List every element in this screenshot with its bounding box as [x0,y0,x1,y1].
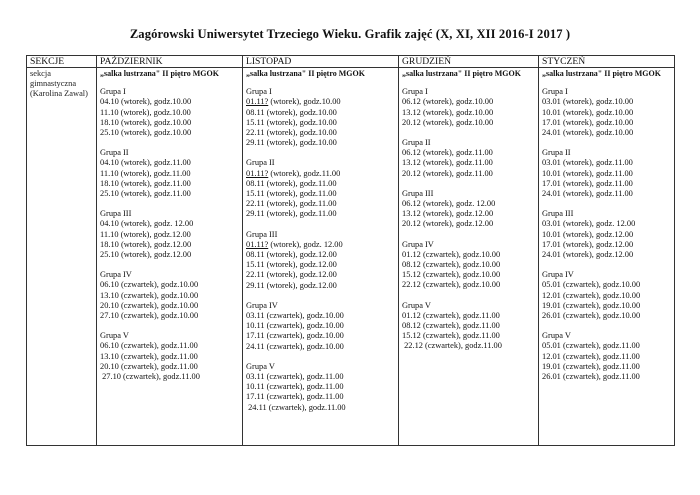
header-pazdziernik: PAŹDZIERNIK [97,56,243,68]
session-line: 11.10 (wtorek), godz.12.00 [100,229,191,239]
group-block [402,87,536,128]
session-line: 11.10 (wtorek), godz.11.00 [100,168,191,178]
location-label: „salka lustrzana" II piętro MGOK [100,69,219,78]
group-block [402,189,536,230]
section-name-line: gimnastyczna [30,79,77,89]
session-line: 08.11 (wtorek), godz.10.00 [246,107,337,117]
session-line: 24.01 (wtorek), godz.10.00 [542,128,634,138]
session-line: 03.11 (czwartek), godz.10.00 [246,311,344,321]
session-line: 12.01 (czwartek), godz.10.00 [542,290,641,300]
session-line: 04.10 (wtorek), godz. 12.00 [100,219,194,229]
session-line: 03.01 (wtorek), godz.10.00 [542,97,634,107]
session-line: 08.11 (wtorek), godz.11.00 [246,178,337,188]
session-line: 08.12 (czwartek), godz.10.00 [402,260,501,270]
header-row [27,56,675,68]
session-line: 15.12 (czwartek), godz.10.00 [402,270,501,280]
session-line: 24.01 (wtorek), godz.12.00 [542,250,634,260]
session-line: 17.11 (czwartek), godz.11.00 [246,392,344,402]
session-line: 04.10 (wtorek), godz.11.00 [100,158,191,168]
section-instructor: (Karolina Zawal) [30,89,88,99]
group-block [246,362,396,413]
schedule-table [26,55,675,446]
session-line: 01.12 (czwartek), godz.10.00 [402,249,501,259]
session-line: 06.12 (wtorek), godz. 12.00 [402,199,496,209]
group-name: Grupa IV [100,270,132,280]
session-line: 24.11 (czwartek), godz.10.00 [246,341,344,351]
session-line: 24.11 (czwartek), godz.11.00 [246,402,346,412]
session-line: 20.12 (wtorek), godz.11.00 [402,168,493,178]
group-name: Grupa V [100,331,129,341]
group-block [542,270,672,321]
group-block [402,301,536,352]
session-line: 18.10 (wtorek), godz.11.00 [100,178,191,188]
section-name-line: sekcja [30,69,51,78]
uncertain-date: 01.11? [246,168,269,178]
group-block [246,158,396,219]
uncertain-date: 01.11? [246,97,269,107]
group-block [100,87,240,138]
session-line: 24.01 (wtorek), godz.11.00 [542,189,633,199]
group-block [246,230,396,291]
group-block [100,148,240,199]
group-name: Grupa III [246,229,278,239]
group-name: Grupa V [402,300,431,310]
group-name: Grupa III [542,209,574,219]
session-line [246,169,396,179]
month-cell-styczen [539,68,675,446]
session-line: 25.10 (wtorek), godz.10.00 [100,128,192,138]
session-line: 15.11 (wtorek), godz.10.00 [246,117,337,127]
session-line: 17.01 (wtorek), godz.10.00 [542,117,634,127]
document-title: Zagórowski Uniwersytet Trzeciego Wieku. Grafik zajęć (X, XI, XII 2016-I 2017 ) [129,27,571,41]
session-line: 25.10 (wtorek), godz.11.00 [100,189,191,199]
session-line: 01.12 (czwartek), godz.11.00 [402,310,500,320]
session-line: 10.11 (czwartek), godz.11.00 [246,382,344,392]
session-line: 03.01 (wtorek), godz. 12.00 [542,219,636,229]
session-line: 26.01 (czwartek), godz.10.00 [542,311,641,321]
session-line: 06.12 (wtorek), godz.10.00 [402,97,494,107]
group-block [542,331,672,382]
session-line: 22.11 (wtorek), godz.10.00 [246,128,337,138]
session-line: 17.01 (wtorek), godz.12.00 [542,239,634,249]
session-line: 04.10 (wtorek), godz.10.00 [100,97,192,107]
session-line: 06.10 (czwartek), godz.10.00 [100,280,199,290]
uncertain-date: 01.11? [246,239,269,249]
group-block [542,209,672,260]
session-line: 20.12 (wtorek), godz.12.00 [402,219,494,229]
session-line: 20.12 (wtorek), godz.10.00 [402,117,494,127]
session-line: 22.12 (czwartek), godz.11.00 [402,341,502,351]
session-line [246,240,396,250]
group-name: Grupa V [246,361,275,371]
group-block [402,138,536,179]
session-line [246,97,396,107]
session-line: 06.12 (wtorek), godz.11.00 [402,148,493,158]
session-line: 27.10 (czwartek), godz.11.00 [100,372,200,382]
group-name: Grupa III [402,188,434,198]
session-line: 10.01 (wtorek), godz.10.00 [542,107,634,117]
group-name: Grupa II [246,158,275,168]
group-name: Grupa IV [542,270,574,280]
group-block [542,148,672,199]
session-line: 27.10 (czwartek), godz.10.00 [100,311,199,321]
session-line: 13.12 (wtorek), godz.12.00 [402,209,494,219]
group-block [246,301,396,352]
session-line: 05.01 (czwartek), godz.11.00 [542,341,640,351]
session-detail: (wtorek), godz.11.00 [268,168,341,178]
group-name: Grupa I [100,87,126,97]
table-row [27,68,675,446]
session-line: 25.10 (wtorek), godz.12.00 [100,250,192,260]
group-name: Grupa II [402,138,431,148]
group-name: Grupa IV [402,239,434,249]
session-line: 22.12 (czwartek), godz.10.00 [402,280,501,290]
session-line: 15.11 (wtorek), godz.11.00 [246,189,337,199]
section-cell [27,68,97,446]
session-line: 06.10 (czwartek), godz.11.00 [100,341,198,351]
session-line: 10.01 (wtorek), godz.12.00 [542,229,634,239]
group-name: Grupa II [100,148,129,158]
header-sekcje: SEKCJE [27,56,97,68]
session-line: 03.01 (wtorek), godz.11.00 [542,158,633,168]
group-block [100,209,240,260]
session-line: 13.10 (czwartek), godz.11.00 [100,351,198,361]
location-label: „salka lustrzana" II piętro MGOK [542,69,661,78]
session-line: 11.10 (wtorek), godz.10.00 [100,107,191,117]
session-line: 18.10 (wtorek), godz.10.00 [100,117,192,127]
group-name: Grupa I [542,87,568,97]
session-line: 08.12 (czwartek), godz.11.00 [402,321,500,331]
group-name: Grupa III [100,209,132,219]
location-label: „salka lustrzana" II piętro MGOK [402,69,521,78]
session-line: 13.12 (wtorek), godz.11.00 [402,158,493,168]
month-cell-grudzien [399,68,539,446]
group-block [100,270,240,321]
session-line: 15.12 (czwartek), godz.11.00 [402,331,500,341]
session-line: 18.10 (wtorek), godz.12.00 [100,239,192,249]
session-line: 22.11 (wtorek), godz.12.00 [246,270,337,280]
session-line: 29.11 (wtorek), godz.11.00 [246,209,337,219]
header-listopad: LISTOPAD [243,56,399,68]
group-block [402,240,536,291]
session-line: 13.12 (wtorek), godz.10.00 [402,107,494,117]
session-line: 26.01 (czwartek), godz.11.00 [542,372,640,382]
session-detail: (wtorek), godz.10.00 [268,97,341,107]
session-line: 19.01 (czwartek), godz.11.00 [542,361,640,371]
session-line: 05.01 (czwartek), godz.10.00 [542,280,641,290]
group-name: Grupa V [542,331,571,341]
session-line: 20.10 (czwartek), godz.11.00 [100,361,198,371]
session-line: 17.11 (czwartek), godz.10.00 [246,331,344,341]
group-name: Grupa I [402,87,428,97]
group-name: Grupa I [246,87,272,97]
group-block [246,87,396,148]
session-line: 10.01 (wtorek), godz.11.00 [542,168,633,178]
session-line: 08.11 (wtorek), godz.12.00 [246,250,337,260]
session-line: 29.11 (wtorek), godz.10.00 [246,138,337,148]
session-line: 13.10 (czwartek), godz.10.00 [100,290,199,300]
session-line: 19.01 (czwartek), godz.10.00 [542,300,641,310]
month-cell-pazdziernik [97,68,243,446]
session-line: 12.01 (czwartek), godz.11.00 [542,351,640,361]
session-detail: (wtorek), godz. 12.00 [268,239,343,249]
session-line: 15.11 (wtorek), godz.12.00 [246,260,337,270]
group-block [100,331,240,382]
month-cell-listopad [243,68,399,446]
group-name: Grupa IV [246,300,278,310]
session-line: 29.11 (wtorek), godz.12.00 [246,280,337,290]
header-grudzien: GRUDZIEŃ [399,56,539,68]
group-name: Grupa II [542,148,571,158]
session-line: 03.11 (czwartek), godz.11.00 [246,372,344,382]
session-line: 20.10 (czwartek), godz.10.00 [100,300,199,310]
session-line: 10.11 (czwartek), godz.10.00 [246,321,344,331]
group-block [542,87,672,138]
session-line: 17.01 (wtorek), godz.11.00 [542,178,633,188]
location-label: „salka lustrzana" II piętro MGOK [246,69,365,78]
session-line: 22.11 (wtorek), godz.11.00 [246,199,337,209]
header-styczen: STYCZEŃ [539,56,675,68]
